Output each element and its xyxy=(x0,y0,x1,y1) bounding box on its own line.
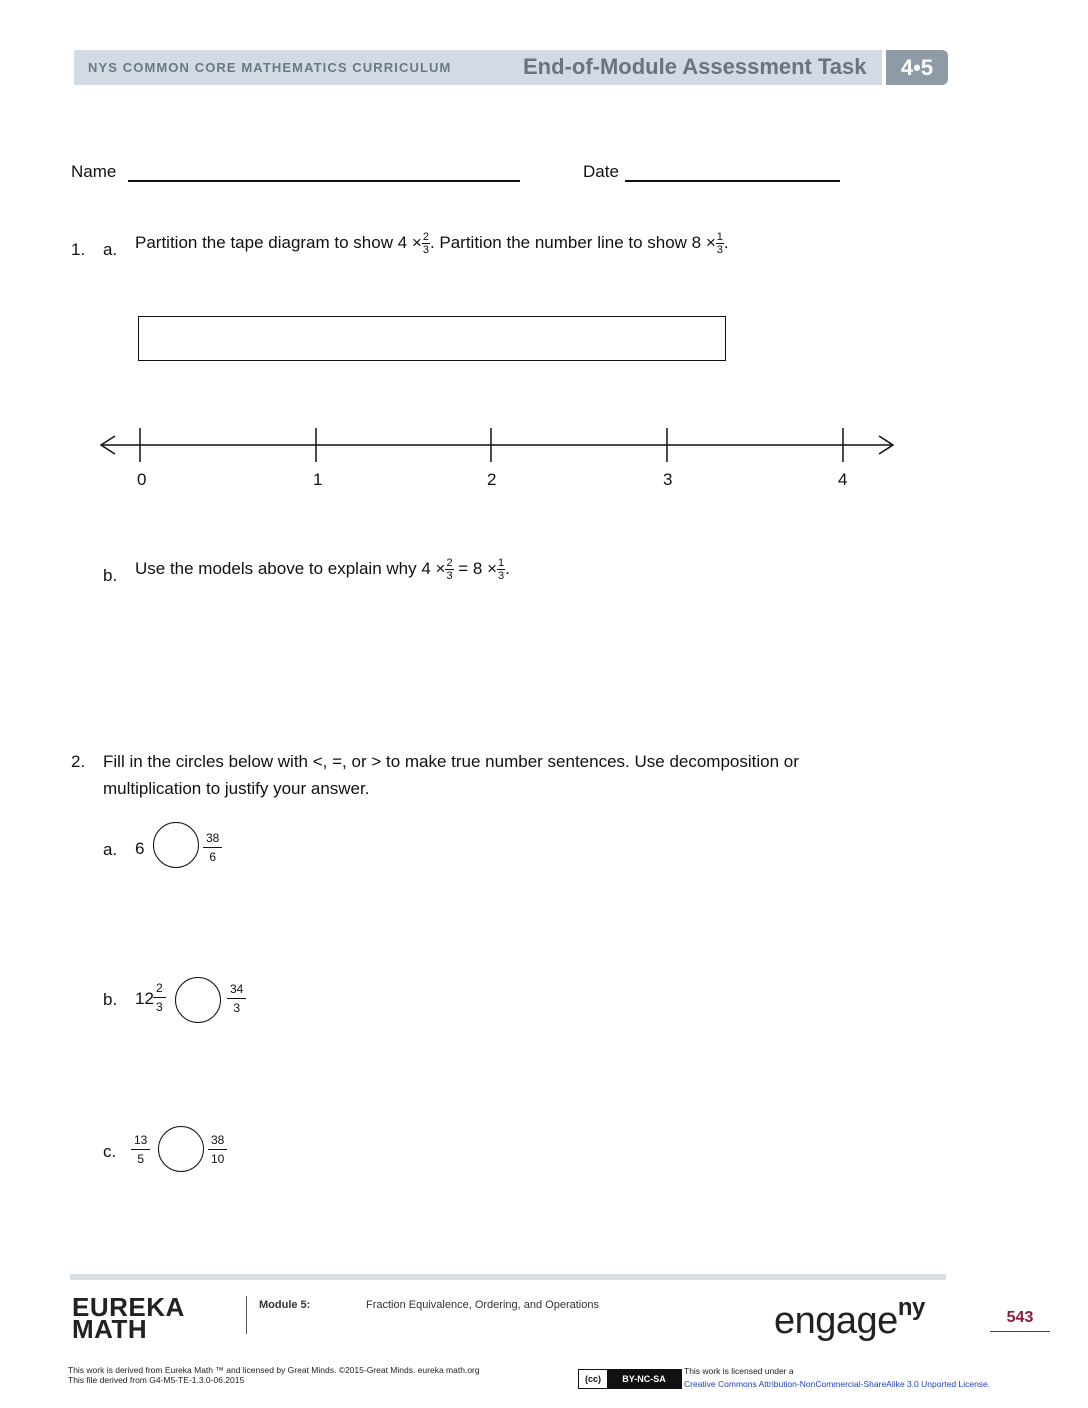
q1b-letter: b. xyxy=(103,566,118,585)
number-line[interactable] xyxy=(95,420,900,470)
derived-notice: This work is derived from Eureka Math ™ and licensed by Great Minds. ©2015-Great Minds. eureka math.org xyxy=(68,1365,480,1375)
cc-license-badge[interactable]: (cc) BY-NC-SA xyxy=(578,1369,682,1389)
q2c-left-fraction: $\frac{13}{5}$ xyxy=(131,1131,150,1168)
footer-divider xyxy=(246,1296,247,1334)
q2c-right-fraction: $\frac{38}{10}$ xyxy=(208,1131,227,1168)
q2b-comparison-circle[interactable] xyxy=(175,977,221,1023)
q1-number: 1. xyxy=(71,240,86,259)
tick-label: 1 xyxy=(313,470,323,489)
q2a-comparison-circle[interactable] xyxy=(153,822,199,868)
grade-module-badge: 4•5 xyxy=(886,50,948,85)
q1a-prompt: Partition the tape diagram to show 4 × $\frac{2}{3}$ . Partition the number line to show 8 × $\frac{1}{3}$ . xyxy=(135,231,729,256)
tick-label: 3 xyxy=(663,470,673,489)
license-link[interactable]: Creative Commons Attribution-NonCommercial-ShareAlike 3.0 Unported License. xyxy=(684,1379,991,1389)
page-number: 543 xyxy=(1006,1309,1034,1326)
q2-prompt-line2: multiplication to justify your answer. xyxy=(103,779,370,798)
q2b-letter: b. xyxy=(103,990,118,1009)
tick-label: 0 xyxy=(137,470,147,489)
module-label: Module 5: xyxy=(259,1299,311,1311)
page-number-underline xyxy=(990,1331,1050,1332)
q2a-letter: a. xyxy=(103,840,118,859)
q2b-left-whole: 12 xyxy=(135,989,154,1008)
q2-prompt-line1: Fill in the circles below with <, =, or > to make true number sentences. Use decomposition or xyxy=(103,752,799,771)
date-field[interactable] xyxy=(625,180,840,182)
curriculum-title: NYS COMMON CORE MATHEMATICS CURRICULUM xyxy=(88,60,452,75)
q2-number: 2. xyxy=(71,752,86,771)
q1a-letter: a. xyxy=(103,240,118,259)
engageny-logo: engage$^{ny}$ xyxy=(774,1294,925,1342)
tape-diagram[interactable] xyxy=(138,316,726,361)
license-text: This work is licensed under a xyxy=(684,1366,794,1376)
q1b-answer-area[interactable] xyxy=(135,600,895,710)
tick-label: 4 xyxy=(838,470,848,489)
q2a-left-value: 6 xyxy=(135,839,145,858)
tick-label: 2 xyxy=(487,470,497,489)
fraction: $\frac{2}{3}$ xyxy=(422,231,429,256)
q2a-right-fraction: $\frac{38}{6}$ xyxy=(203,829,222,866)
q2c-comparison-circle[interactable] xyxy=(158,1126,204,1172)
file-notice: This file derived from G4-M5-TE-1.3.0-06.2015 xyxy=(68,1375,245,1385)
fraction: $\frac{2}{3}$ xyxy=(446,557,453,582)
cc-icon: (cc) xyxy=(579,1370,607,1388)
name-label: Name xyxy=(71,162,117,181)
footer-rule xyxy=(70,1274,946,1280)
task-title: End-of-Module Assessment Task xyxy=(523,54,867,79)
name-field[interactable] xyxy=(128,180,520,182)
fraction: $\frac{1}{3}$ xyxy=(716,231,723,256)
q2b-left-fraction: $\frac{2}{3}$ xyxy=(153,979,166,1016)
q2b-right-fraction: $\frac{34}{3}$ xyxy=(227,980,246,1017)
q2c-letter: c. xyxy=(103,1142,117,1161)
module-title: Fraction Equivalence, Ordering, and Operations xyxy=(366,1299,599,1311)
fraction: $\frac{1}{3}$ xyxy=(498,557,505,582)
q1b-prompt: Use the models above to explain why 4 × $\frac{2}{3}$ = 8 × $\frac{1}{3}$ . xyxy=(135,557,510,582)
eureka-math-logo: EUREKA MATH xyxy=(72,1292,185,1344)
date-label: Date xyxy=(583,162,619,181)
